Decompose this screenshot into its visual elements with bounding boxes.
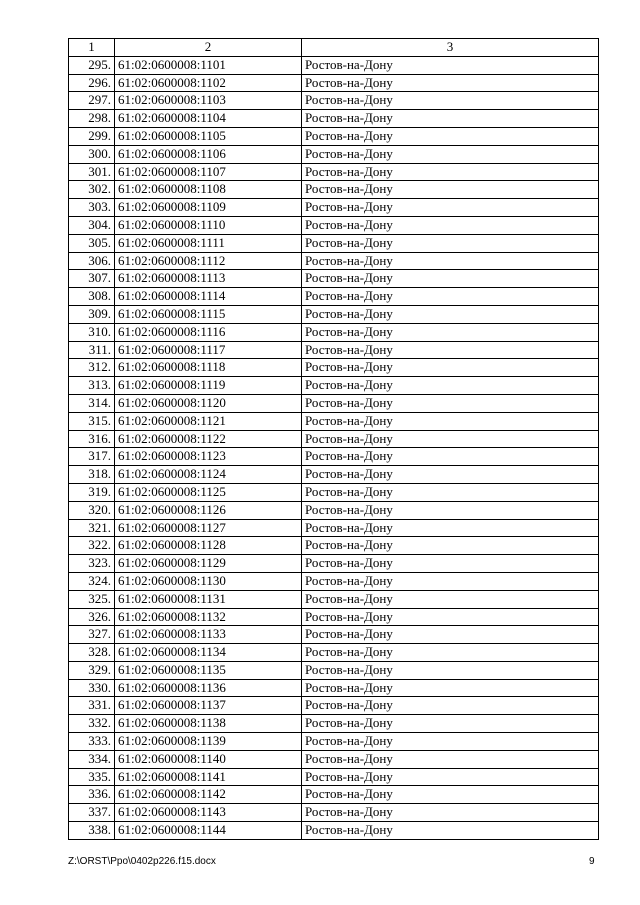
row-number: 337. — [69, 804, 115, 822]
row-number: 327. — [69, 626, 115, 644]
cadastral-number: 61:02:0600008:1110 — [115, 216, 302, 234]
city-name: Ростов-на-Дону — [302, 359, 599, 377]
table-row — [69, 572, 599, 590]
row-number: 317. — [69, 448, 115, 466]
cadastral-number: 61:02:0600008:1120 — [115, 394, 302, 412]
city-name: Ростов-на-Дону — [302, 679, 599, 697]
table-row — [69, 216, 599, 234]
footer-file-path: Z:\ORST\Ppo\0402p226.f15.docx — [68, 856, 216, 867]
cadastral-number: 61:02:0600008:1112 — [115, 252, 302, 270]
cadastral-number: 61:02:0600008:1124 — [115, 466, 302, 484]
table-row — [69, 92, 599, 110]
row-number: 319. — [69, 483, 115, 501]
city-name: Ростов-на-Дону — [302, 270, 599, 288]
cadastral-number: 61:02:0600008:1126 — [115, 501, 302, 519]
cadastral-number: 61:02:0600008:1134 — [115, 644, 302, 662]
table-row — [69, 750, 599, 768]
city-name: Ростов-на-Дону — [302, 501, 599, 519]
row-number: 297. — [69, 92, 115, 110]
row-number: 310. — [69, 323, 115, 341]
cadastral-number: 61:02:0600008:1113 — [115, 270, 302, 288]
table-row — [69, 74, 599, 92]
cadastral-number: 61:02:0600008:1130 — [115, 572, 302, 590]
city-name: Ростов-на-Дону — [302, 110, 599, 128]
row-number: 329. — [69, 661, 115, 679]
row-number: 309. — [69, 305, 115, 323]
cadastral-number: 61:02:0600008:1123 — [115, 448, 302, 466]
row-number: 318. — [69, 466, 115, 484]
table-row — [69, 483, 599, 501]
table-row — [69, 822, 599, 840]
table-row — [69, 305, 599, 323]
city-name: Ростов-на-Дону — [302, 430, 599, 448]
row-number: 316. — [69, 430, 115, 448]
row-number: 306. — [69, 252, 115, 270]
row-number: 320. — [69, 501, 115, 519]
cadastral-number: 61:02:0600008:1137 — [115, 697, 302, 715]
cadastral-number: 61:02:0600008:1129 — [115, 555, 302, 573]
city-name: Ростов-на-Дону — [302, 127, 599, 145]
table-row — [69, 412, 599, 430]
table-row — [69, 626, 599, 644]
table-row — [69, 377, 599, 395]
column-header-3: 3 — [302, 39, 599, 57]
table-row — [69, 181, 599, 199]
city-name: Ростов-на-Дону — [302, 590, 599, 608]
city-name: Ростов-на-Дону — [302, 697, 599, 715]
cadastral-number: 61:02:0600008:1125 — [115, 483, 302, 501]
city-name: Ростов-на-Дону — [302, 750, 599, 768]
cadastral-number: 61:02:0600008:1133 — [115, 626, 302, 644]
city-name: Ростов-на-Дону — [302, 768, 599, 786]
table-row — [69, 127, 599, 145]
cadastral-number: 61:02:0600008:1144 — [115, 822, 302, 840]
cadastral-number: 61:02:0600008:1135 — [115, 661, 302, 679]
table-row — [69, 661, 599, 679]
cadastral-number: 61:02:0600008:1143 — [115, 804, 302, 822]
city-name: Ростов-на-Дону — [302, 519, 599, 537]
row-number: 325. — [69, 590, 115, 608]
row-number: 338. — [69, 822, 115, 840]
table-row — [69, 697, 599, 715]
table-row — [69, 341, 599, 359]
cadastral-number: 61:02:0600008:1109 — [115, 199, 302, 217]
column-header-2: 2 — [115, 39, 302, 57]
cadastral-number: 61:02:0600008:1118 — [115, 359, 302, 377]
city-name: Ростов-на-Дону — [302, 448, 599, 466]
table-row — [69, 804, 599, 822]
row-number: 311. — [69, 341, 115, 359]
city-name: Ростов-на-Дону — [302, 56, 599, 74]
cadastral-number: 61:02:0600008:1107 — [115, 163, 302, 181]
city-name: Ростов-на-Дону — [302, 466, 599, 484]
city-name: Ростов-на-Дону — [302, 626, 599, 644]
row-number: 303. — [69, 199, 115, 217]
cadastral-number: 61:02:0600008:1115 — [115, 305, 302, 323]
row-number: 323. — [69, 555, 115, 573]
city-name: Ростов-на-Дону — [302, 608, 599, 626]
cadastral-number: 61:02:0600008:1138 — [115, 715, 302, 733]
cadastral-number: 61:02:0600008:1128 — [115, 537, 302, 555]
cadastral-number: 61:02:0600008:1140 — [115, 750, 302, 768]
row-number: 324. — [69, 572, 115, 590]
column-header-1: 1 — [69, 39, 115, 57]
cadastral-number: 61:02:0600008:1108 — [115, 181, 302, 199]
table-row — [69, 466, 599, 484]
row-number: 305. — [69, 234, 115, 252]
cadastral-number: 61:02:0600008:1111 — [115, 234, 302, 252]
city-name: Ростов-на-Дону — [302, 644, 599, 662]
city-name: Ростов-на-Дону — [302, 537, 599, 555]
cadastral-number: 61:02:0600008:1116 — [115, 323, 302, 341]
city-name: Ростов-на-Дону — [302, 394, 599, 412]
city-name: Ростов-на-Дону — [302, 483, 599, 501]
table-row — [69, 715, 599, 733]
row-number: 322. — [69, 537, 115, 555]
table-row — [69, 394, 599, 412]
cadastral-number: 61:02:0600008:1106 — [115, 145, 302, 163]
table-header-row — [69, 39, 599, 57]
table-row — [69, 270, 599, 288]
city-name: Ростов-на-Дону — [302, 323, 599, 341]
table-row — [69, 644, 599, 662]
table-row — [69, 768, 599, 786]
cadastral-number: 61:02:0600008:1105 — [115, 127, 302, 145]
table-row — [69, 163, 599, 181]
row-number: 331. — [69, 697, 115, 715]
row-number: 299. — [69, 127, 115, 145]
city-name: Ростов-на-Дону — [302, 74, 599, 92]
city-name: Ростов-на-Дону — [302, 92, 599, 110]
city-name: Ростов-на-Дону — [302, 216, 599, 234]
table-row — [69, 252, 599, 270]
city-name: Ростов-на-Дону — [302, 163, 599, 181]
cadastral-number: 61:02:0600008:1132 — [115, 608, 302, 626]
city-name: Ростов-на-Дону — [302, 234, 599, 252]
cadastral-number: 61:02:0600008:1103 — [115, 92, 302, 110]
table-row — [69, 590, 599, 608]
table-row — [69, 430, 599, 448]
city-name: Ростов-на-Дону — [302, 715, 599, 733]
table-row — [69, 56, 599, 74]
city-name: Ростов-на-Дону — [302, 305, 599, 323]
table-row — [69, 234, 599, 252]
cadastral-number: 61:02:0600008:1121 — [115, 412, 302, 430]
table-row — [69, 786, 599, 804]
row-number: 304. — [69, 216, 115, 234]
city-name: Ростов-на-Дону — [302, 786, 599, 804]
row-number: 332. — [69, 715, 115, 733]
city-name: Ростов-на-Дону — [302, 181, 599, 199]
table-body — [69, 56, 599, 839]
row-number: 326. — [69, 608, 115, 626]
cadastral-number: 61:02:0600008:1136 — [115, 679, 302, 697]
cadastral-number: 61:02:0600008:1102 — [115, 74, 302, 92]
row-number: 295. — [69, 56, 115, 74]
cadastral-number: 61:02:0600008:1117 — [115, 341, 302, 359]
row-number: 301. — [69, 163, 115, 181]
table-row — [69, 448, 599, 466]
cadastral-number: 61:02:0600008:1122 — [115, 430, 302, 448]
cadastral-number: 61:02:0600008:1141 — [115, 768, 302, 786]
row-number: 328. — [69, 644, 115, 662]
city-name: Ростов-на-Дону — [302, 377, 599, 395]
row-number: 298. — [69, 110, 115, 128]
city-name: Ростов-на-Дону — [302, 661, 599, 679]
row-number: 307. — [69, 270, 115, 288]
table-row — [69, 110, 599, 128]
row-number: 308. — [69, 288, 115, 306]
cadastral-number: 61:02:0600008:1127 — [115, 519, 302, 537]
table-row — [69, 733, 599, 751]
parcel-table — [68, 38, 599, 840]
row-number: 314. — [69, 394, 115, 412]
city-name: Ростов-на-Дону — [302, 572, 599, 590]
city-name: Ростов-на-Дону — [302, 555, 599, 573]
table-row — [69, 537, 599, 555]
cadastral-number: 61:02:0600008:1104 — [115, 110, 302, 128]
row-number: 302. — [69, 181, 115, 199]
row-number: 334. — [69, 750, 115, 768]
row-number: 330. — [69, 679, 115, 697]
table-row — [69, 519, 599, 537]
table-row — [69, 555, 599, 573]
city-name: Ростов-на-Дону — [302, 733, 599, 751]
row-number: 296. — [69, 74, 115, 92]
city-name: Ростов-на-Дону — [302, 412, 599, 430]
table-row — [69, 199, 599, 217]
cadastral-number: 61:02:0600008:1142 — [115, 786, 302, 804]
cadastral-number: 61:02:0600008:1139 — [115, 733, 302, 751]
city-name: Ростов-на-Дону — [302, 822, 599, 840]
table-row — [69, 145, 599, 163]
table-row — [69, 359, 599, 377]
cadastral-number: 61:02:0600008:1131 — [115, 590, 302, 608]
row-number: 333. — [69, 733, 115, 751]
table-row — [69, 608, 599, 626]
cadastral-number: 61:02:0600008:1101 — [115, 56, 302, 74]
city-name: Ростов-на-Дону — [302, 145, 599, 163]
table-row — [69, 323, 599, 341]
table-row — [69, 288, 599, 306]
city-name: Ростов-на-Дону — [302, 199, 599, 217]
row-number: 336. — [69, 786, 115, 804]
city-name: Ростов-на-Дону — [302, 288, 599, 306]
cadastral-number: 61:02:0600008:1114 — [115, 288, 302, 306]
row-number: 315. — [69, 412, 115, 430]
row-number: 312. — [69, 359, 115, 377]
table-row — [69, 501, 599, 519]
row-number: 321. — [69, 519, 115, 537]
row-number: 300. — [69, 145, 115, 163]
cadastral-number: 61:02:0600008:1119 — [115, 377, 302, 395]
page-number: 9 — [589, 856, 595, 867]
city-name: Ростов-на-Дону — [302, 252, 599, 270]
city-name: Ростов-на-Дону — [302, 341, 599, 359]
table-row — [69, 679, 599, 697]
row-number: 335. — [69, 768, 115, 786]
city-name: Ростов-на-Дону — [302, 804, 599, 822]
row-number: 313. — [69, 377, 115, 395]
